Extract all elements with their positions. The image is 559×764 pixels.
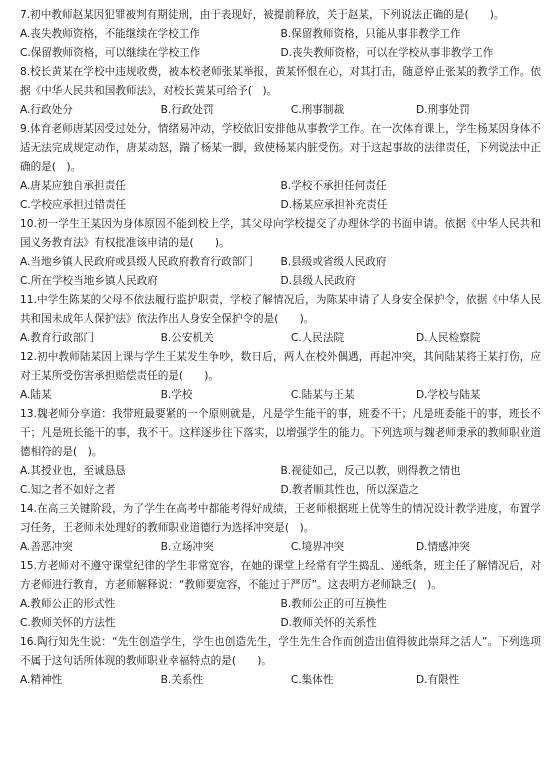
answer-option: B.行政处罚 [160,104,214,116]
option-list [20,595,541,633]
answer-option: A.唐某应独自承担责任 [20,180,126,192]
answer-option: D.教师关怀的关系性 [280,617,377,629]
answer-option: D.刑事处罚 [415,104,470,116]
question-item [20,633,541,690]
question-stem: 7.初中教师赵某因犯罪被判有期徒刑，由于表现好，被提前释放，关于赵某，下列说法正确的是( )。 [20,9,505,21]
question-item [20,215,541,291]
answer-option: A.善恶冲突 [20,541,73,553]
question-stem: 15.方老师对不遵守课堂纪律的学生非常宽容，在她的课堂上经常有学生捣乱、递纸条，班主任了解情况后，对方老师进行教育，方老师解释说：“教师要宽容，不能过于严厉”。这表明方老师缺乏( )。 [20,560,541,591]
answer-option: B.视徒如己，反己以教，则得教之情也 [280,465,461,477]
question-stem: 14.在高三关键阶段，为了学生在高考中都能考得好成绩，王老师根据班上优等生的情况设计教学进度，布置学习任务，王老师未处理好的教师职业道德行为选择冲突是( )。 [20,503,541,534]
option-list [20,253,541,291]
option-list [20,329,541,348]
answer-option: C.所在学校当地乡镇人民政府 [20,275,158,287]
answer-option: C.刑事制裁 [290,104,345,116]
option-list [20,177,541,215]
answer-option: B.学校 [160,389,193,401]
answer-option: B.公安机关 [160,332,214,344]
option-list [20,462,541,500]
answer-option: C.保留教师资格，可以继续在学校工作 [20,47,201,59]
answer-option: B.立场冲突 [160,541,214,553]
question-stem: 13.魏老师分享道：我带班最要紧的一个原则就是，凡是学生能干的事，班委不干；凡是班委能干的事，班长不干；凡是班长能干的事，我不干。这样逐步往下落实，以增强学生的能力。下列选项与魏老师秉承的教师职业道德相符的是( )。 [20,408,541,458]
question-item [20,120,541,215]
question-item [20,63,541,120]
answer-option: B.关系性 [160,674,204,686]
question-stem: 9.体育老师唐某因受过处分，情绪易冲动，学校依旧安排他从事教学工作。在一次体育课上，学生杨某因身体不适无法完成规定动作，唐某动怒，踹了杨某一脚，致使杨某内脏受伤。对于这起事故的法律责任，下列说法中正确的是( )。 [20,123,541,173]
question-stem: 11.中学生陈某的父母不依法履行监护职责，学校了解情况后，为陈某申请了人身安全保护令，依据《中华人民共和国未成年人保护法》依法作出人身安全保护令的是( )。 [20,294,541,325]
question-stem: 16.陶行知先生说：“先生创造学生，学生也创造先生，学生先生合作而创造出值得彼此崇拜之活人”。下列选项不属于这句话所体现的教师职业幸福特点的是( )。 [20,636,541,667]
answer-option: C.学校应承担过错责任 [20,199,127,211]
question-item [20,291,541,348]
answer-option: A.教师公正的形式性 [20,598,116,610]
answer-option: D.人民检察院 [415,332,481,344]
answer-option: A.精神性 [20,674,63,686]
question-stem: 10.初一学生王某因为身体原因不能到校上学，其父母向学校提交了办理休学的书面申请。依据《中华人民共和国义务教育法》有权批准该申请的是( )。 [20,218,541,249]
answer-option: A.陆某 [20,389,52,401]
answer-option: C.境界冲突 [290,541,345,553]
answer-option: C.人民法院 [290,332,345,344]
answer-option: B.保留教师资格，只能从事非教学工作 [280,28,461,40]
answer-option: B.县级或省级人民政府 [280,256,387,268]
answer-option: B.教师公正的可互换性 [280,598,387,610]
answer-option: B.学校不承担任何责任 [280,180,387,192]
option-list [20,25,541,63]
option-list [20,386,541,405]
question-item [20,348,541,405]
answer-option: A.教育行政部门 [20,332,94,344]
question-item [20,6,541,63]
answer-option: A.行政处分 [20,104,73,116]
answer-option: C.知之者不如好之者 [20,484,116,496]
answer-option: C.陆某与王某 [290,389,355,401]
answer-option: A.当地乡镇人民政府或县级人民政府教育行政部门 [20,256,253,268]
question-item [20,557,541,633]
answer-option: D.教者顺其性也，所以深造之 [280,484,420,496]
answer-option: D.杨某应承担补充责任 [280,199,388,211]
answer-option: A.其授业也，至诚恳恳 [20,465,126,477]
answer-option: D.丧失教师资格，可以在学校从事非教学工作 [280,47,494,59]
answer-option: D.学校与陆某 [415,389,481,401]
answer-option: C.教师关怀的方法性 [20,617,116,629]
answer-option: A.丧失教师资格，不能继续在学校工作 [20,28,200,40]
option-list [20,101,541,120]
question-item [20,500,541,557]
answer-option: D.情感冲突 [415,541,470,553]
answer-option: D.县级人民政府 [280,275,356,287]
option-list [20,671,541,690]
answer-option: D.有限性 [415,674,460,686]
question-stem: 8.校长黄某在学校中违规收费，被本校老师张某举报，黄某怀恨在心，对其打击，随意停止张某的教学工作。依据《中华人民共和国教师法》，对校长黄某可给予( )。 [20,66,541,97]
question-stem: 12.初中教师陆某因上课与学生王某发生争吵，数日后，两人在校外偶遇，再起冲突，其间陆某将王某打伤，应对王某所受伤害承担赔偿责任的是( )。 [20,351,541,382]
question-item [20,405,541,500]
answer-option: C.集体性 [290,674,334,686]
option-list [20,538,541,557]
